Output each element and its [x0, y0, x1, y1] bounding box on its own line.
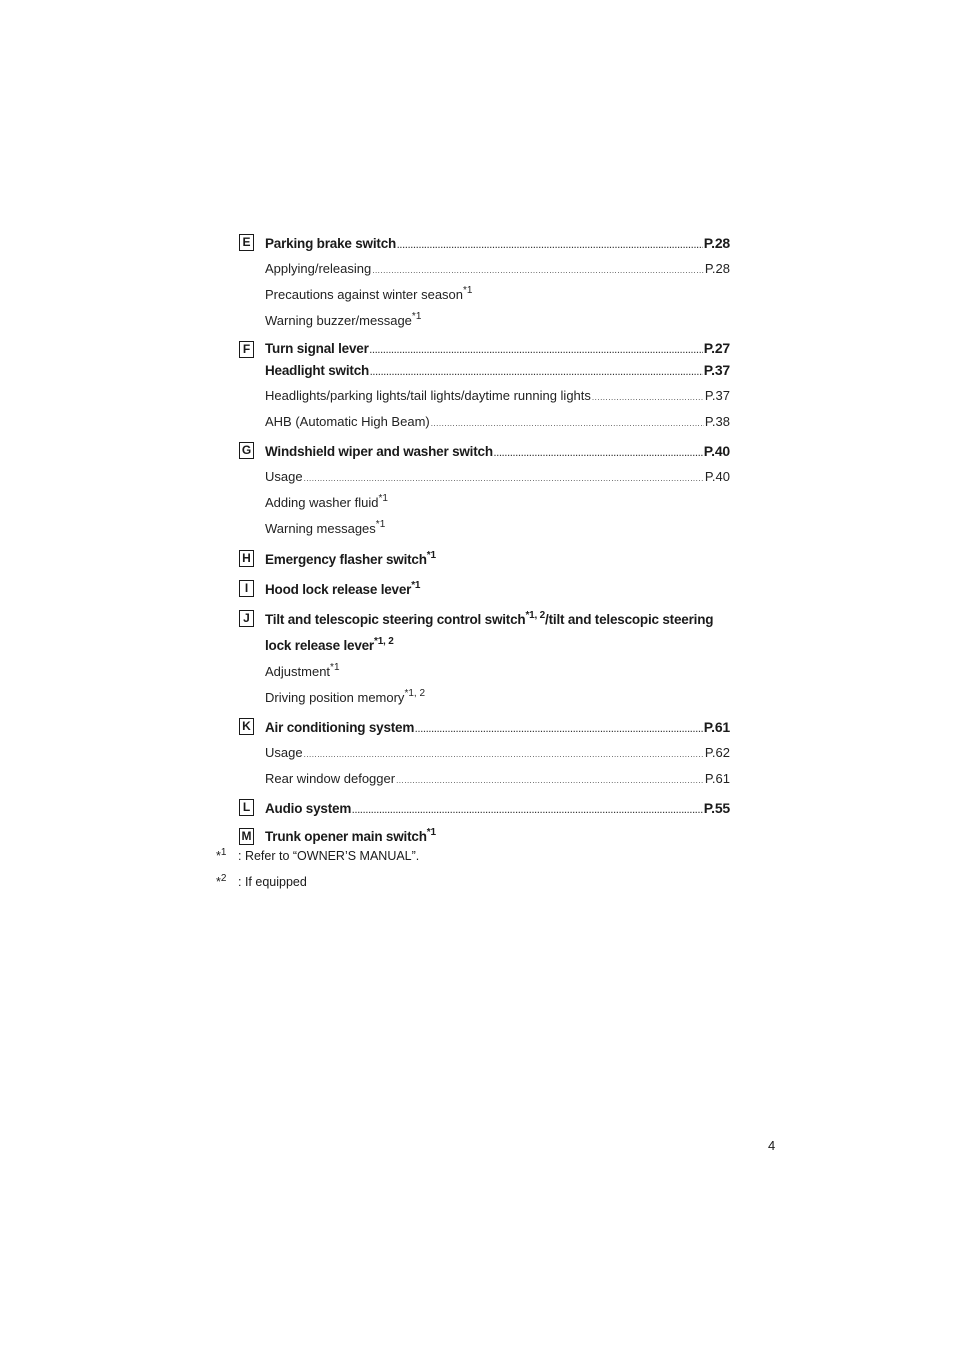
footnote-ref: *1 — [426, 550, 436, 561]
page-ref: P.40 — [703, 443, 730, 459]
section-badge-e: E — [239, 234, 254, 251]
footnote-ref: *1, 2 — [374, 636, 394, 647]
dot-leader — [372, 258, 704, 284]
warning-messages-entry: Warning messages$^{*1}$ — [265, 519, 386, 536]
section-badge-h: H — [239, 550, 254, 567]
wiper-usage-entry[interactable]: Usage ..... P.40 — [240, 464, 730, 490]
page-number: 4 — [768, 1138, 776, 1153]
footnote-number: 1 — [220, 847, 227, 858]
section-badge-k: K — [239, 718, 254, 735]
section-badge-i: I — [239, 580, 254, 597]
page-ref: P.37 — [704, 388, 730, 403]
page-ref: P.40 — [704, 469, 730, 484]
washer-fluid-entry: Adding washer fluid$^{*1}$ — [265, 493, 388, 510]
footnote-ref: *1 — [463, 285, 473, 296]
footnote-ref: *1 — [426, 827, 436, 838]
ac-usage-entry[interactable]: Usage ..... P.62 — [240, 740, 730, 766]
trunk-opener-entry: Trunk opener main switch$^{*1}$ — [265, 827, 436, 844]
audio-system-entry[interactable]: Audio system ..... P.55 — [240, 795, 730, 821]
section-l — [240, 795, 730, 821]
footnote-ref: *1 — [411, 580, 421, 591]
dot-leader — [304, 466, 704, 492]
page-ref: P.27 — [703, 340, 730, 356]
footnote-ref: *1 — [411, 311, 422, 322]
section-j — [240, 605, 730, 711]
applying-releasing-entry[interactable]: Applying/releasing ..... P.28 — [240, 256, 730, 282]
footnote-2 — [216, 869, 736, 895]
footnote-1 — [216, 843, 736, 869]
emergency-flasher-entry: Emergency flasher switch$^{*1}$ — [265, 550, 436, 567]
page-ref: P.62 — [704, 745, 730, 760]
footnote-text: : Refer to “OWNER’S MANUAL”. — [238, 849, 420, 863]
footnote-ref: *1 — [378, 493, 388, 504]
section-badge-m: M — [239, 828, 254, 845]
section-badge-l: L — [239, 799, 254, 816]
section-h — [240, 545, 730, 575]
section-e — [240, 230, 730, 334]
section-g — [240, 438, 730, 542]
section-i — [240, 575, 730, 605]
dot-leader — [592, 385, 704, 411]
dot-leader — [304, 742, 704, 768]
footnotes — [216, 843, 736, 895]
ahb-entry[interactable]: AHB (Automatic High Beam) ..... P.38 — [240, 409, 730, 435]
dot-leader — [396, 768, 704, 794]
footnote-ref: *1 — [375, 519, 386, 530]
page-ref: P.38 — [704, 414, 730, 429]
dot-leader — [431, 411, 704, 437]
page-ref: P.61 — [703, 719, 730, 735]
adjustment-entry: Adjustment$^{*1}$ — [265, 662, 340, 679]
page-ref: P.28 — [704, 261, 730, 276]
section-badge-g: G — [239, 442, 254, 459]
rear-defogger-entry[interactable]: Rear window defogger ..... P.61 — [240, 766, 730, 792]
footnote-ref: *1, 2 — [404, 688, 426, 699]
page-ref: P.28 — [703, 235, 730, 251]
contents-list — [240, 230, 730, 851]
page-ref: P.55 — [703, 800, 730, 816]
wiper-washer-switch-entry[interactable]: Windshield wiper and washer switch ..... P.40 — [240, 438, 730, 464]
driving-position-memory-entry: Driving position memory$^{*1, 2}$ — [265, 688, 426, 705]
section-badge-f: F — [239, 341, 254, 358]
section-badge-j: J — [239, 610, 254, 627]
headlight-switch-entry[interactable]: Headlight switch ..... P.37 — [240, 357, 730, 383]
section-f — [240, 337, 730, 435]
footnote-ref: *1 — [330, 662, 340, 673]
footnote-text: : If equipped — [238, 875, 307, 889]
air-conditioning-entry[interactable]: Air conditioning system ..... P.61 — [240, 714, 730, 740]
page-ref: P.61 — [704, 771, 730, 786]
parking-brake-switch-entry[interactable]: Parking brake switch ..... P.28 — [240, 230, 730, 256]
headlights-entry[interactable]: Headlights/parking lights/tail lights/daytime running lights ..... P.37 — [240, 383, 730, 409]
turn-signal-lever-entry[interactable]: Turn signal lever ..... P.27 — [240, 337, 730, 357]
footnote-asterisk: * — [216, 875, 221, 889]
footnote-asterisk: * — [216, 849, 221, 863]
section-k — [240, 714, 730, 792]
precautions-winter-entry: Precautions against winter season$^{*1}$ — [265, 285, 473, 302]
hood-lock-entry: Hood lock release lever$^{*1}$ — [265, 580, 421, 597]
footnote-ref: *1, 2 — [525, 610, 546, 621]
footnote-number: 2 — [220, 873, 227, 884]
steering-control-entry: Tilt and telescopic steering control switch$^{*1, 2}$/tilt and telescopic steering lock release lever$^{*1, 2}$ — [265, 610, 714, 653]
warning-buzzer-entry: Warning buzzer/message$^{*1}$ — [265, 311, 422, 328]
page-ref: P.37 — [703, 362, 730, 378]
